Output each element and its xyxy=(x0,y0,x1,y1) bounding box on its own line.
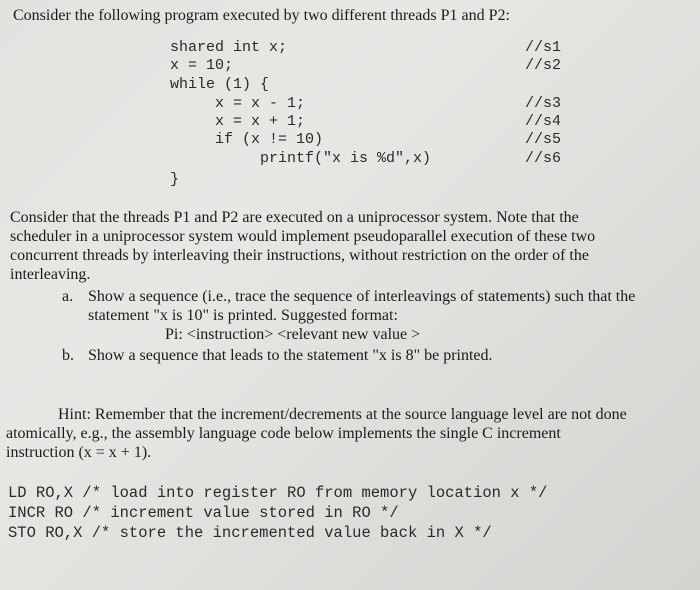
assembly-line: INCR RO /* increment value stored in RO */ xyxy=(8,504,399,522)
item-marker: a. xyxy=(62,288,74,305)
code-comment: //s6 xyxy=(525,150,562,167)
code-comment: //s2 xyxy=(525,57,562,74)
paragraph-line: concurrent threads by interleaving their instructions, without restriction on the order of the xyxy=(10,247,589,264)
hint-line: Hint: Remember that the increment/decrements at the source language level are not done xyxy=(58,406,627,423)
hint-line: instruction (x = x + 1). xyxy=(6,444,152,461)
code-line: } xyxy=(170,171,180,188)
suggested-format: Pi: <instruction> <relevant new value > xyxy=(165,326,421,343)
paragraph-line: Consider that the threads P1 and P2 are executed on a uniprocessor system. Note that the xyxy=(10,209,579,226)
code-comment: //s5 xyxy=(525,131,562,148)
code-comment: //s1 xyxy=(525,39,562,56)
item-text: Show a sequence that leads to the statement "x is 8" be printed. xyxy=(88,347,493,364)
code-line: if (x != 10) xyxy=(170,131,324,148)
code-line: printf("x is %d",x) xyxy=(170,150,432,167)
code-line: shared int x; xyxy=(170,39,288,56)
item-text-line: Show a sequence (i.e., trace the sequence of interleavings of statements) such that the xyxy=(88,288,636,305)
description-paragraph xyxy=(10,208,595,284)
paragraph-line: interleaving. xyxy=(10,266,91,283)
item-marker: b. xyxy=(62,347,74,364)
code-line: x = x - 1; xyxy=(170,95,306,112)
code-comment: //s3 xyxy=(525,95,562,112)
item-text-line: statement "x is 10" is printed. Suggested format: xyxy=(88,307,398,324)
code-line: x = 10; xyxy=(170,57,234,74)
intro-text: Consider the following program executed by two different threads P1 and P2: xyxy=(13,7,510,24)
paragraph-line: scheduler in a uniprocessor system would implement pseudoparallel execution of these two xyxy=(10,228,596,245)
hint-line: atomically, e.g., the assembly language code below implements the single C increment xyxy=(6,425,561,442)
code-line: while (1) { xyxy=(170,76,270,93)
assembly-line: LD RO,X /* load into register RO from memory location x */ xyxy=(8,484,548,502)
assembly-line: STO RO,X /* store the incremented value back in X */ xyxy=(8,524,492,542)
code-comment: //s4 xyxy=(525,113,562,130)
code-line: x = x + 1; xyxy=(170,113,306,130)
